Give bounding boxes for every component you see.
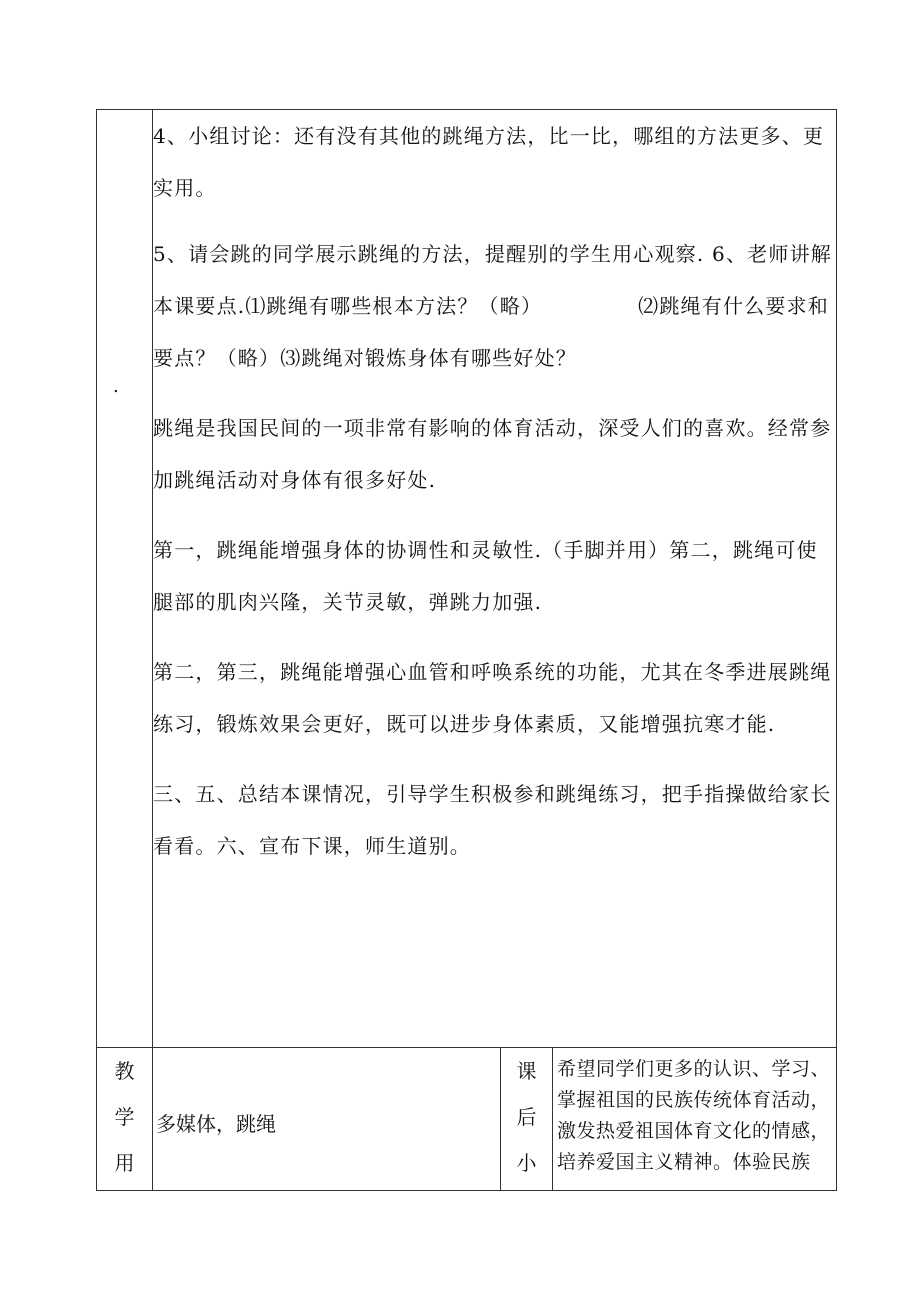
margin-marker: . — [113, 376, 119, 397]
label-char: 教 — [114, 1059, 135, 1083]
label-char: 课 — [516, 1059, 537, 1083]
label-char: 学 — [114, 1105, 135, 1129]
paragraph-summary: 三、五、总结本课情况，引导学生积极参和跳绳练习，把手指操做给家长看看。六、宣布下课，师生道别。 — [153, 782, 832, 858]
lesson-content-cell — [153, 110, 837, 1048]
paragraph-group-discussion: 4、小组讨论：还有没有其他的跳绳方法，比一比，哪组的方法更多、更实用。 — [153, 124, 825, 200]
paragraph-benefit-three: 第二，第三，跳绳能增强心血管和呼唤系统的功能，尤其在冬季进展跳绳练习，锻炼效果会更好，既可以进步身体素质，又能增强抗寒才能. — [153, 660, 832, 736]
teaching-media-cell — [153, 1048, 501, 1191]
post-class-summary-text: 希望同学们更多的认识、学习、掌握祖国的民族传统体育活动，激发热爱祖国体育文化的情感，培养爱国主义精神。体验民族 — [557, 1058, 831, 1173]
label-char: 小 — [516, 1151, 537, 1175]
post-class-summary-label — [501, 1048, 553, 1191]
teaching-media-text: 多媒体，跳绳 — [156, 1111, 276, 1136]
footer-row — [97, 1048, 837, 1191]
post-class-summary-cell — [553, 1048, 837, 1191]
teaching-media-label — [97, 1048, 153, 1191]
lesson-process-row — [97, 110, 837, 1048]
left-margin-cell — [97, 110, 153, 1048]
label-char: 用 — [114, 1151, 135, 1175]
paragraph-intro: 跳绳是我国民间的一项非常有影响的体育活动，深受人们的喜欢。经常参加跳绳活动对身体有很多好处. — [153, 416, 832, 492]
paragraph-benefit-one: 第一，跳绳能增强身体的协调性和灵敏性.（手脚并用）第二，跳绳可使腿部的肌肉兴隆，关节灵敏，弹跳力加强. — [153, 538, 818, 614]
label-char: 后 — [516, 1105, 537, 1129]
paragraph-demonstration: 5、请会跳的同学展示跳绳的方法，提醒别的学生用心观察. 6、老师讲解本课要点.⑴跳绳有哪些根本方法？（略） ⑵跳绳有什么要求和要点？（略）⑶跳绳对锻炼身体有哪些好处？ — [153, 242, 832, 370]
lesson-plan-table — [96, 109, 837, 1191]
